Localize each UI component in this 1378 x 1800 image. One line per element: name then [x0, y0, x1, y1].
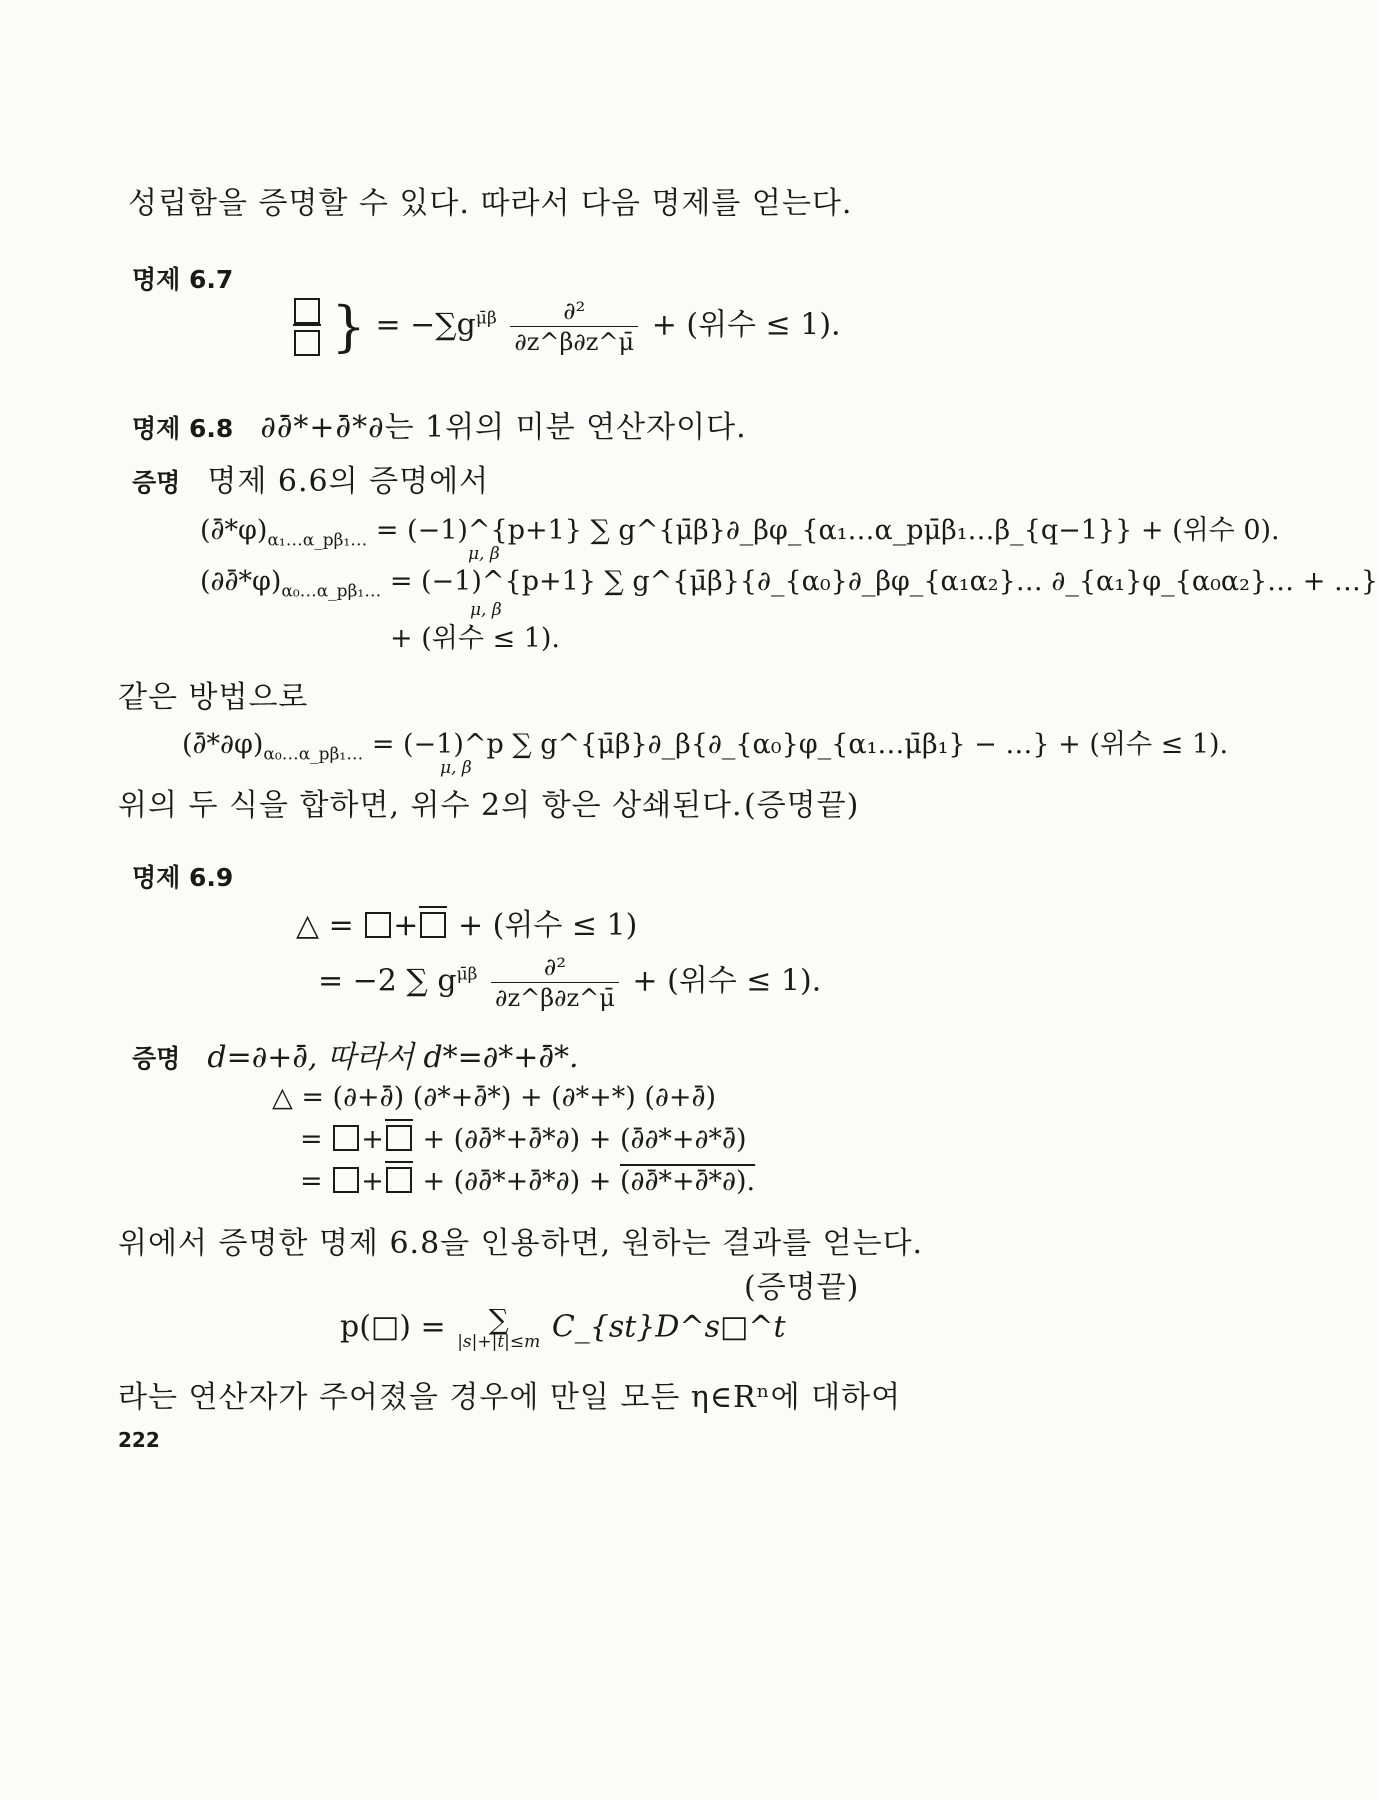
conclusion-6-9: 위에서 증명한 명제 6.8을 인용하면, 원하는 결과를 얻는다. — [118, 1226, 924, 1261]
proof-label: 증명 — [132, 1044, 181, 1073]
prop-6-8 — [132, 402, 747, 446]
prop-6-9-fraction: $\frac{\text{∂²}}{\partial z\^{}\beta\partial z\^{}\mū}$ — [491, 952, 619, 1013]
proof-6-9-intro — [132, 1032, 579, 1076]
prop-6-7-label: 명제 6.7 — [132, 265, 234, 294]
sum-index: μ, β — [440, 758, 472, 778]
prop-6-9-line1: △ = + + (위수 ≤ 1) — [296, 908, 638, 943]
box-bar-operator-icon — [386, 1125, 412, 1151]
proof-6-8-eq2: $(\partial\partial̄*\varphi)_{\alpha_0\dots\alpha\_p\beta_1\dots}$ = (−1)^{p+1} ∑ g^{μ̄β}{∂_{α₀}∂_βφ_{α₁α₂}… ∂_{α₁}φ_{α₀α₂}… + …} — [200, 566, 1378, 602]
proof-6-8-eq1: $(\partial̄*\varphi)_{\alpha_1\dots\alpha\_p\beta_1\dots}$ = (−1)^{p+1} ∑ g^{μ̄β}∂_βφ_{α₁…α_pμ̄β₁…β_{q−1}} + (위수 0). — [200, 515, 1280, 551]
prop-6-7-equation: } = $-\sum g^{\mū\beta}$ $\frac{\text{∂²}}{\partial z\^{}\beta\partial z\^{}\mū}$ + (위수 ≤ 1). — [292, 295, 841, 358]
proof-6-8-eq3: $(\partial̄*\partial\varphi)_{\alpha_0\dots\alpha\_p\beta_1\dots}$ = (−1)^p ∑ g^{μ̄β}∂_β{∂_{α₀}φ_{α₁…μ̄β₁} − …} + (위수 ≤ 1). — [182, 729, 1229, 765]
conclusion-6-8: 위의 두 식을 합하면, 위수 2의 항은 상쇄된다. — [118, 788, 743, 823]
prop-6-7-sup: μ̄β — [475, 308, 497, 329]
same-method-text: 같은 방법으로 — [118, 680, 309, 715]
prop-6-7-rhs: = −∑g — [375, 307, 476, 343]
operator-definition: p(□) = ∑ |s|+|t|≤m C_{st}D^s□^t — [340, 1303, 786, 1352]
qed-6-9: (증명끝) — [744, 1270, 860, 1305]
proof-6-9-eq1: △ = (∂+∂̄) (∂*+∂̄*) + (∂*+*) (∂+∂̄) — [272, 1082, 716, 1113]
prop-6-9-line2: = −2 ∑ $g^{\mū\beta}$ $\frac{\text{∂²}}{\partial z\^{}\beta\partial z\^{}\mū}$ + (위수 ≤ 1). — [318, 953, 822, 1012]
sum-symbol: ∑ |s|+|t|≤m — [457, 1303, 541, 1352]
box-bar-operator-icon — [420, 912, 446, 938]
prop-6-7-tail: + (위수 ≤ 1). — [651, 307, 841, 343]
prop-6-7-fraction: $\frac{\text{∂²}}{\partial z\^{}\beta\partial z\^{}\mū}$ — [510, 296, 638, 357]
proof-6-9-intro-text: d=∂+∂̄, 따라서 d*=∂*+∂̄*. — [207, 1040, 579, 1075]
proof-6-8-eq2-cont: + (위수 ≤ 1). — [390, 623, 560, 654]
intro-line: 성립함을 증명할 수 있다. 따라서 다음 명제를 얻는다. — [128, 186, 853, 221]
box-operator-icon — [294, 298, 320, 324]
box-bar-operator-icon — [294, 330, 320, 356]
sum-index: μ, β — [470, 600, 502, 620]
proof-6-8-intro — [132, 456, 489, 500]
box-operator-icon — [333, 1167, 359, 1193]
qed-6-8: (증명끝) — [744, 788, 860, 823]
closing-line: 라는 연산자가 주어졌을 경우에 만일 모든 η∈Rⁿ에 대하여 — [118, 1380, 902, 1415]
prop-6-8-body: ∂∂̄*+∂̄*∂는 1위의 미분 연산자이다. — [260, 410, 747, 445]
proof-6-9-eq2: = + + (∂∂̄*+∂̄*∂) + (∂̄∂*+∂*∂̄) — [300, 1124, 747, 1155]
sum-index: μ, β — [468, 544, 500, 564]
proof-label: 증명 — [132, 468, 181, 497]
box-operator-icon — [365, 912, 391, 938]
page-number: 222 — [118, 1428, 160, 1452]
box-bar-operator-icon — [386, 1167, 412, 1193]
proof-intro-text: 명제 6.6의 증명에서 — [207, 464, 490, 499]
box-operator-icon — [333, 1125, 359, 1151]
prop-6-8-label: 명제 6.8 — [132, 414, 234, 443]
proof-6-9-eq3: = + + (∂∂̄*+∂̄*∂) + (∂∂̄*+∂̄*∂). — [300, 1166, 756, 1197]
prop-6-9-label: 명제 6.9 — [132, 863, 234, 892]
